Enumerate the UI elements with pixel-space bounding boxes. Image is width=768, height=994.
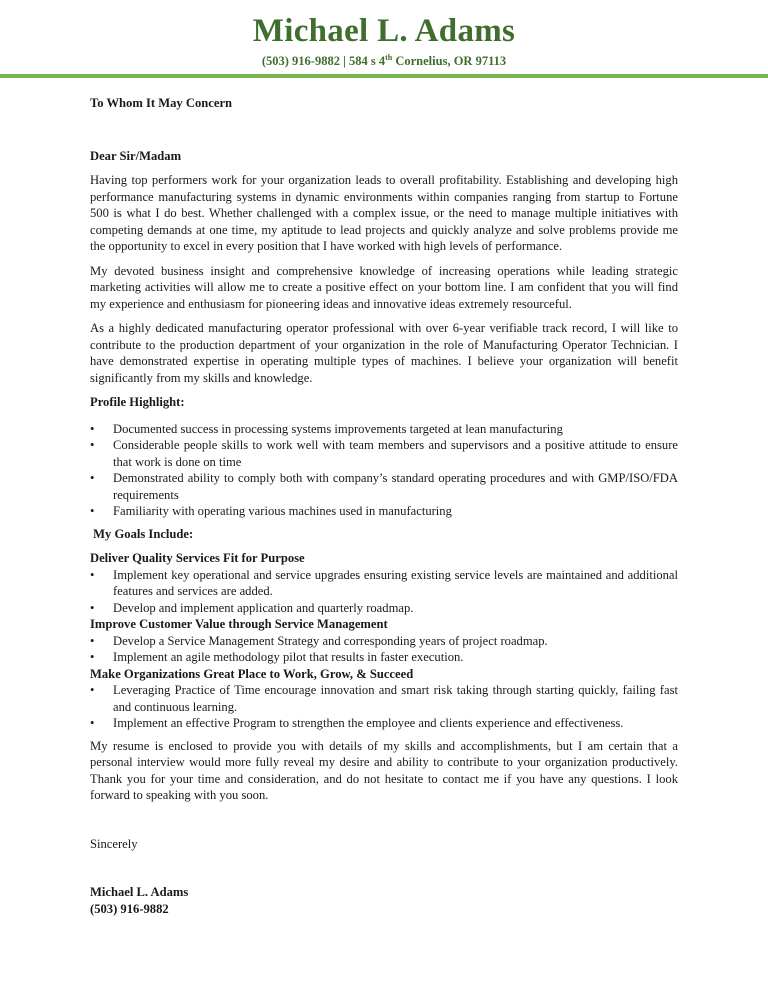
goal-group-title: Make Organizations Great Place to Work, Grow, & Succeed bbox=[90, 666, 414, 681]
signature-name: Michael L. Adams bbox=[90, 885, 189, 899]
recipient-line: To Whom It May Concern bbox=[90, 96, 233, 110]
goal-list bbox=[90, 567, 678, 617]
paragraph-2: My devoted business insight and comprehensive knowledge of increasing operations while leading strategic marketing activities will allow me to create a positive effect on your bottom line. I am confident that you will find my experience and enthusiasm for pioneering ideas and innovative ideas extremely resourceful. bbox=[90, 263, 678, 311]
paragraph-1: Having top performers work for your organization leads to overall profitability. Establishing and developing high performance manufacturing systems in dynamic environments within companies ranging from startup to Fortune 500 is what I do best. Whether challenged with a complex issue, or the need to manage multiple initiatives with competing demands at one time, my aptitude to lead projects and quickly analyze and solve problems provide me the opportunity to excel in every position that I have worked with high levels of performance. bbox=[90, 173, 678, 253]
list-item: • Documented success in processing systems improvements targeted at lean manufacturing bbox=[90, 421, 678, 438]
goal-group-title: Improve Customer Value through Service Management bbox=[90, 617, 388, 631]
goal-group-title: Deliver Quality Services Fit for Purpose bbox=[90, 551, 305, 565]
list-item: • Develop a Service Management Strategy and corresponding years of project roadmap. bbox=[90, 633, 678, 650]
sender-phone: (503) 916-9882 bbox=[261, 54, 340, 68]
list-item: • Develop and implement application and quarterly roadmap. bbox=[90, 600, 678, 617]
profile-heading: Profile Highlight: bbox=[90, 395, 185, 409]
closing-paragraph: My resume is enclosed to provide you with details of my skills and accomplishments, but I am certain that a personal interview would more fully reveal my desire and ability to contribute to your organization productively. Thank you for your time and consideration, and do not hesitate to contact me if you have any questions. I look forward to speaking with you soon. bbox=[90, 738, 678, 802]
goal-list bbox=[90, 682, 678, 732]
list-item: • Demonstrated ability to comply both with company’s standard operating procedures and with GMP/ISO/FDA requirements bbox=[90, 470, 678, 503]
sender-name: Michael L. Adams bbox=[252, 13, 516, 49]
goal-list bbox=[90, 633, 678, 666]
header-divider bbox=[0, 74, 768, 78]
list-item: • Implement an effective Program to strengthen the employee and clients experience and effectiveness. bbox=[90, 715, 678, 732]
contact-separator: | bbox=[343, 54, 346, 68]
goals-heading: My Goals Include: bbox=[90, 526, 194, 541]
list-item: • Familiarity with operating various machines used in manufacturing bbox=[90, 503, 678, 520]
letter-body bbox=[90, 95, 678, 917]
profile-list bbox=[90, 421, 678, 520]
signature-phone: (503) 916-9882 bbox=[90, 901, 169, 916]
list-item: • Considerable people skills to work well with team members and supervisors and a positive attitude to ensure that work is done on time bbox=[90, 437, 678, 470]
list-item: • Implement key operational and service upgrades ensuring existing service levels are maintained and additional features and services are added. bbox=[90, 567, 678, 600]
signoff: Sincerely bbox=[90, 836, 138, 851]
contact-line bbox=[0, 53, 768, 69]
salutation: Dear Sir/Madam bbox=[90, 148, 182, 163]
list-item: • Implement an agile methodology pilot that results in faster execution. bbox=[90, 649, 678, 666]
letterhead bbox=[0, 12, 768, 69]
paragraph-3: As a highly dedicated manufacturing operator professional with over 6-year verifiable track record, I will like to contribute to the production department of your organization in the role of Manufacturing Operator Technician. I have demonstrated expertise in operating multiple types of machines. I believe your organization will benefit significantly from my skills and knowledge. bbox=[90, 321, 678, 385]
sender-address: 584 s 4th Cornelius, OR 97113 bbox=[348, 52, 507, 68]
list-item: • Leveraging Practice of Time encourage innovation and smart risk taking through starting quickly, failing fast and continuous learning. bbox=[90, 682, 678, 715]
